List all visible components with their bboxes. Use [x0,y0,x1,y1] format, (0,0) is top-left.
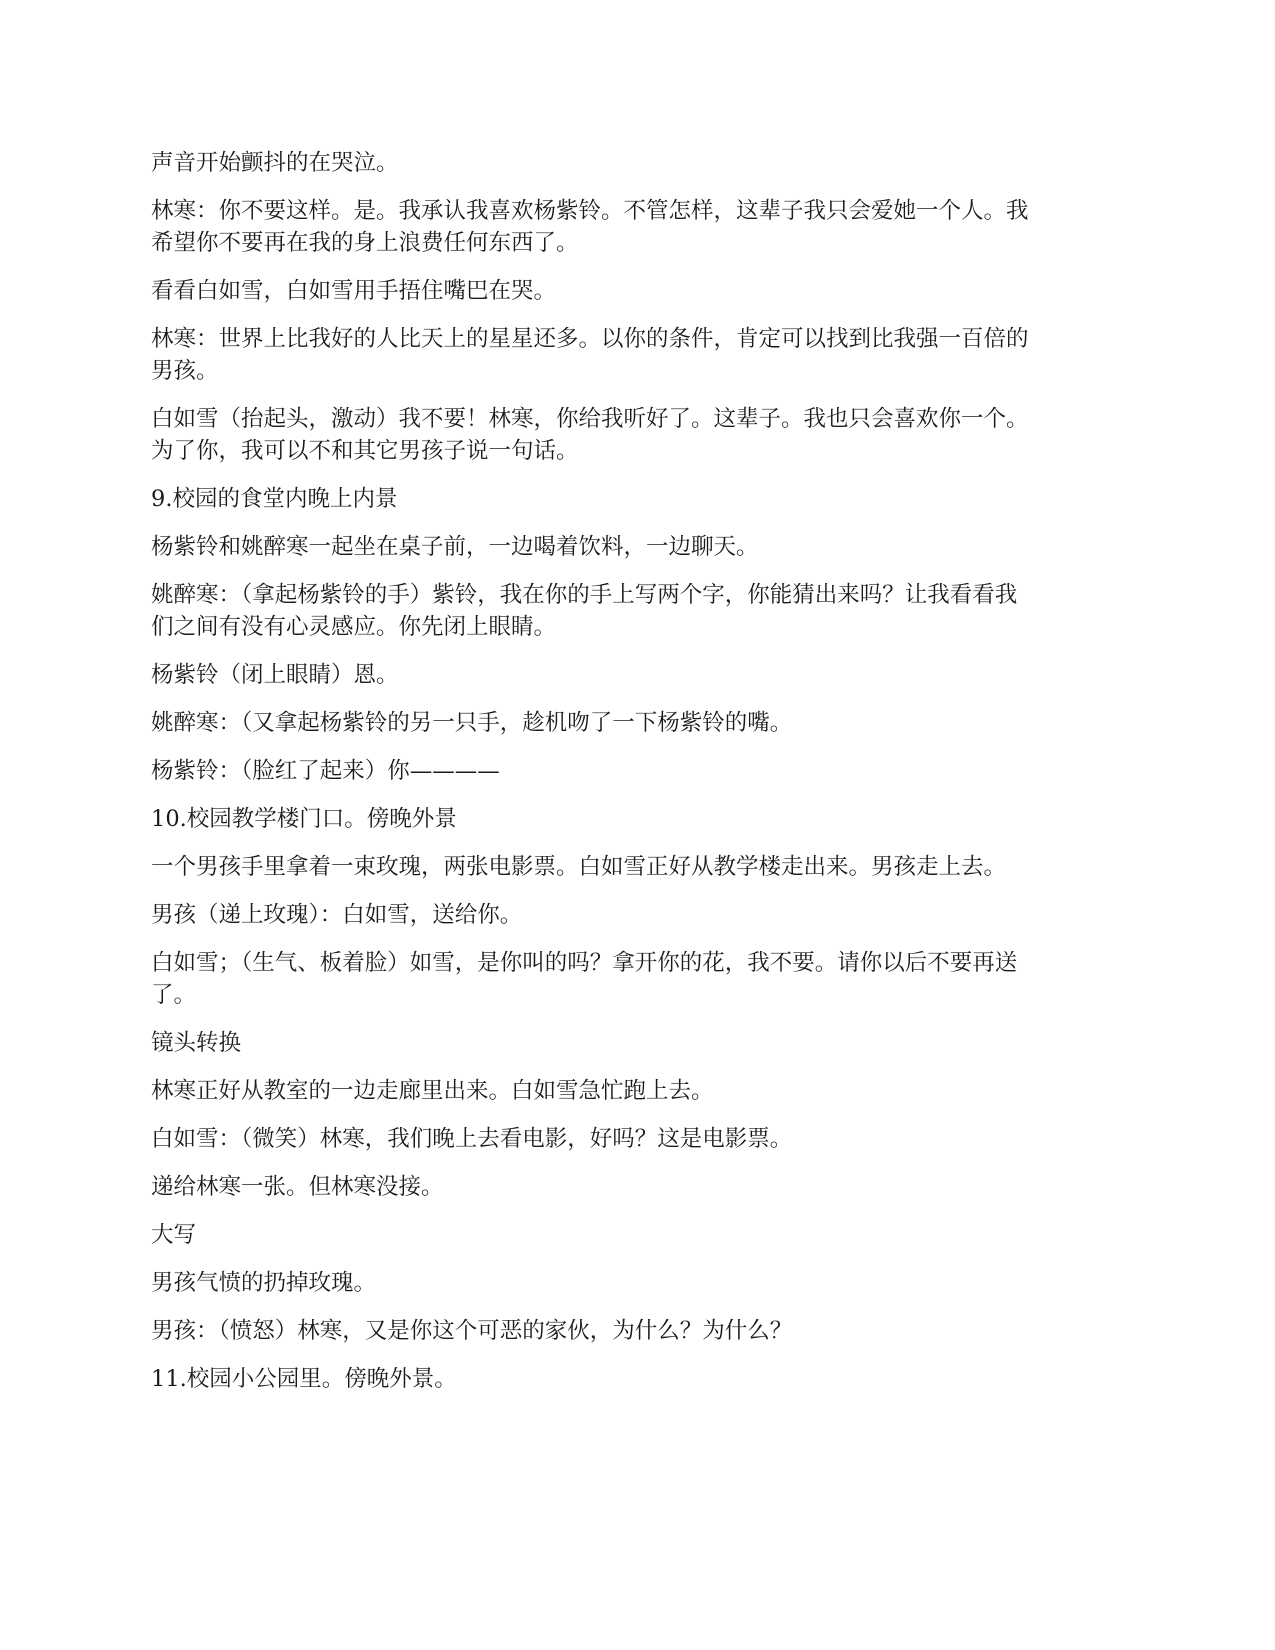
paragraph [151,659,1131,691]
paragraph [151,947,1131,1011]
paragraph [151,147,1131,179]
text-line: 11.校园小公园里。傍晚外景。 [151,1366,457,1392]
paragraph [151,1123,1131,1155]
text-line: 林寒：你不要这样。是。我承认我喜欢杨紫铃。不管怎样，这辈子我只会爱她一个人。我 [151,198,1029,224]
text-line: 10.校园教学楼门口。傍晚外景 [151,806,457,832]
text-line: 大写 [151,1222,197,1248]
paragraph [151,899,1131,931]
text-line: 9.校园的食堂内晚上内景 [151,486,398,512]
paragraph [151,323,1131,387]
paragraph [151,275,1131,307]
text-line: 姚醉寒：（又拿起杨紫铃的另一只手，趁机吻了一下杨紫铃的嘴。 [151,710,793,736]
paragraph [151,1171,1131,1203]
document-body [151,147,1131,1411]
text-line: 为了你，我可以不和其它男孩子说一句话。 [151,438,579,464]
paragraph [151,531,1131,563]
paragraph [151,403,1131,467]
paragraph [151,707,1131,739]
text-line: 白如雪；（生气、板着脸）如雪，是你叫的吗？拿开你的花，我不要。请你以后不要再送 [151,950,1018,976]
paragraph [151,1315,1131,1347]
text-line: 姚醉寒：（拿起杨紫铃的手）紫铃，我在你的手上写两个字，你能猜出来吗？让我看看我 [151,582,1018,608]
text-line: 林寒：世界上比我好的人比天上的星星还多。以你的条件，肯定可以找到比我强一百倍的 [151,326,1029,352]
paragraph [151,1027,1131,1059]
text-line: 杨紫铃：（脸红了起来）你———— [151,758,500,784]
text-line: 了。 [151,982,197,1008]
paragraph [151,1219,1131,1251]
paragraph [151,851,1131,883]
text-line: 男孩（递上玫瑰）：白如雪，送给你。 [151,902,523,928]
paragraph [151,755,1131,787]
text-line: 杨紫铃和姚醉寒一起坐在桌子前，一边喝着饮料，一边聊天。 [151,534,759,560]
text-line: 一个男孩手里拿着一束玫瑰，两张电影票。白如雪正好从教学楼走出来。男孩走上去。 [151,854,1007,880]
text-line: 递给林寒一张。但林寒没接。 [151,1174,444,1200]
paragraph [151,1075,1131,1107]
scene-heading [151,1363,1131,1395]
text-line: 男孩。 [151,358,219,384]
text-line: 镜头转换 [151,1030,242,1056]
paragraph [151,195,1131,259]
text-line: 看看白如雪，白如雪用手捂住嘴巴在哭。 [151,278,557,304]
text-line: 白如雪：（微笑）林寒，我们晚上去看电影，好吗？这是电影票。 [151,1126,793,1152]
text-line: 声音开始颤抖的在哭泣。 [151,150,399,176]
paragraph [151,1267,1131,1299]
text-line: 男孩：（愤怒）林寒，又是你这个可恶的家伙，为什么？为什么？ [151,1318,793,1344]
text-line: 白如雪（抬起头，激动）我不要！林寒，你给我听好了。这辈子。我也只会喜欢你一个。 [151,406,1029,432]
text-line: 杨紫铃（闭上眼睛）恩。 [151,662,399,688]
paragraph [151,579,1131,643]
scene-heading [151,483,1131,515]
text-line: 林寒正好从教室的一边走廊里出来。白如雪急忙跑上去。 [151,1078,714,1104]
text-line: 男孩气愤的扔掉玫瑰。 [151,1270,377,1296]
scene-heading [151,803,1131,835]
text-line: 们之间有没有心灵感应。你先闭上眼睛。 [151,614,557,640]
text-line: 希望你不要再在我的身上浪费任何东西了。 [151,230,579,256]
